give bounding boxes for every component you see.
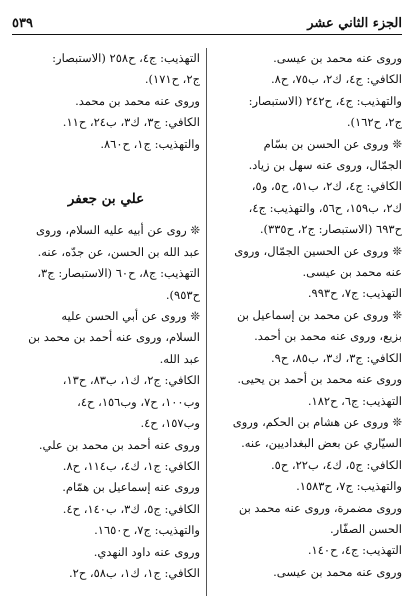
text-line: ج٢، ح١٦٢).: [346, 115, 402, 130]
text-line: ❊ وروى عن الحسين الجمّال، وروى: [234, 243, 402, 258]
text-line: عبد الله.: [159, 351, 200, 366]
text-line: وروى عنه داود النهدي.: [93, 544, 200, 559]
text-line: ج٢، ح١٧١).: [144, 72, 200, 87]
text-line: ❊ وروى عن هشام بن الحكم، وروى: [232, 414, 402, 429]
text-line: والتهذيب: ج١، ح٨٦٠.: [100, 136, 200, 151]
page-header: [12, 8, 402, 35]
text-line: وروى عنه إسماعيل بن همّام.: [62, 480, 200, 495]
text-line: الكافي: ج٤، ك٢، ب٥١، ح٥، و٥،: [251, 179, 402, 194]
right-column: [212, 48, 402, 604]
text-line: الكافي: ج١، ك١، ب٥٨، ح٢.: [68, 565, 200, 580]
text-line: الكافي: ج٢، ك١، ب٨٣، ح١٣،: [62, 373, 200, 388]
text-line: وروى عنه محمد بن محمد.: [75, 93, 200, 108]
text-line: الكافي: ج٣، ك٣، ب٢٤، ح١١.: [62, 115, 200, 130]
text-line: الكافي: ج١، ك٤، ب١١٤، ح٨.: [62, 458, 200, 473]
text-line: وروى عنه أحمد بن محمد بن علي.: [38, 437, 200, 452]
text-line: ك٢، ب١٥٩، ح٥٦، والتهذيب: ج٤،: [248, 200, 402, 215]
text-line: والتهذيب: ج٧، ح١٦٥٠.: [94, 523, 200, 538]
text-line: وروى مضمرة، وروى عنه محمد بن: [238, 500, 402, 515]
text-line: وروى عنه محمد بن عيسى.: [273, 564, 402, 579]
text-line: وب١٠٠، ح٧، وب١٥٦، ح٤،: [77, 394, 200, 409]
text-line: وب١٥٧، ح٤.: [140, 416, 200, 431]
left-column: [12, 48, 200, 604]
text-line: السلام، وروى عنه أحمد بن محمد بن: [28, 330, 200, 345]
text-line: السيّاري عن بعض البغداديين، عنه.: [241, 436, 402, 451]
text-line: الكافي: ج٤، ك٢، ب٧٥، ح٨.: [270, 72, 402, 87]
text-line: والتهذيب: ج٧، ح١٥٨٣.: [296, 479, 402, 494]
text-line: ❊ روى عن أبيه عليه السلام، وروى: [36, 223, 200, 238]
text-line: التهذيب: ج٨، ح٦٠ (الاستبصار: ج٣،: [37, 266, 200, 281]
text-line: الجمّال، وروى عنه سهل بن زياد.: [248, 158, 402, 173]
text-line: الكافي: ج٥، ك٤، ب٢٢، ح٥.: [270, 457, 402, 472]
page-number: ٥٣٩: [12, 16, 33, 31]
text-line: التهذيب: ج٤، ح٢٥٨ (الاستبصار:: [52, 51, 200, 65]
text-line: عنه محمد بن عيسى.: [302, 265, 402, 280]
text-line: وروى عنه محمد بن عيسى.: [273, 51, 402, 65]
section-heading: علي بن جعفر: [67, 191, 145, 208]
text-line: ❊ وروى عن محمد بن إسماعيل بن: [236, 307, 402, 322]
text-line: والتهذيب: ج٤، ح٢٤٢ (الاستبصار:: [248, 93, 402, 108]
text-line: التهذيب: ج٤، ح١٤٠.: [307, 543, 402, 558]
text-line: الكافي: ج٥، ك٣، ب١٤٠، ح٤.: [62, 501, 200, 516]
column-divider: [206, 48, 207, 596]
text-line: ❊ وروى عن الحسن بن بسّام: [263, 136, 402, 151]
text-line: الكافي: ج٣، ك٣، ب٨٥، ح٩.: [270, 350, 402, 365]
text-line: وروى عنه محمد بن أحمد بن يحيى.: [237, 372, 402, 387]
text-line: ح٦٩٣ (الاستبصار: ج٢، ح٣٣٥).: [259, 222, 402, 237]
text-line: التهذيب: ج٦، ح١٨٢.: [307, 393, 402, 408]
text-line: الحسن الصفّار.: [330, 521, 402, 536]
text-line: بزيع، وروى عنه محمد بن أحمد.: [254, 329, 402, 344]
text-line: التهذيب: ج٧، ح٩٩٣.: [307, 286, 402, 301]
running-title: الجزء الثاني عشر: [307, 16, 402, 31]
text-line: عبد الله بن الحسن، عن جدّه، عنه.: [37, 244, 200, 259]
text-line: ح٩٥٣).: [165, 287, 200, 302]
text-line: ❊ وروى عن أبي الحسن عليه: [61, 309, 200, 324]
